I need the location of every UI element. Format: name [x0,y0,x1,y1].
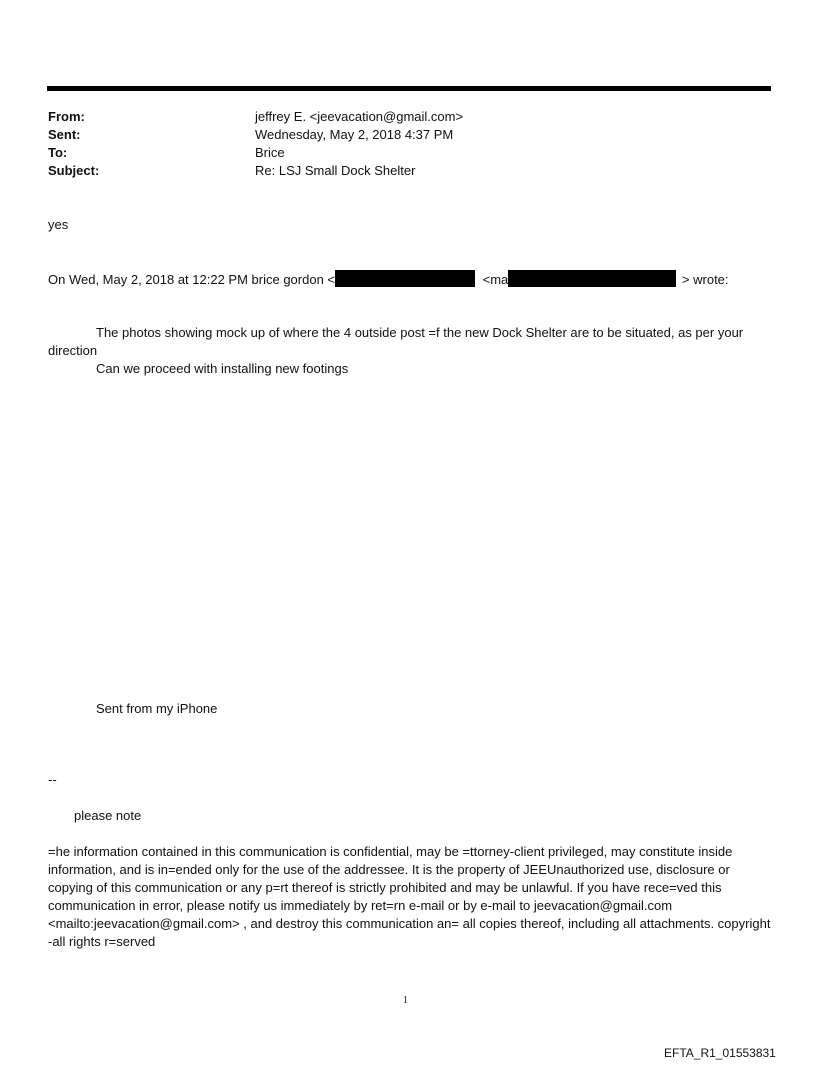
quote-mid: <ma [482,272,509,287]
quote-prefix: On Wed, May 2, 2018 at 12:22 PM brice gordon < [48,272,336,287]
please-note-text: please note [74,808,142,823]
message-line: The photos showing mock up of where the 4 outside post =f the new Dock Shelter are to be situated, as per your [96,325,744,340]
document-id: EFTA_R1_01553831 [664,1046,776,1060]
to-label: To: [48,145,68,160]
sent-value: Wednesday, May 2, 2018 4:37 PM [255,127,454,142]
from-label: From: [48,109,85,124]
from-row [48,108,463,126]
email-header [48,108,463,180]
to-row [48,144,463,162]
redaction-box [335,270,475,287]
subject-row [48,162,463,180]
message-line: direction [48,343,98,358]
quote-attribution [48,270,729,289]
redaction-box [508,270,676,287]
signature-dashes: -- [48,772,57,787]
subject-label: Subject: [48,163,100,178]
message-line: Can we proceed with installing new footings [96,361,349,376]
to-value: Brice [255,145,285,160]
reply-text: yes [48,217,69,232]
header-rule [47,86,771,91]
page-number: 1 [403,995,408,1006]
sent-from-text: Sent from my iPhone [96,701,218,716]
quote-suffix: > wrote: [681,272,729,287]
subject-value: Re: LSJ Small Dock Shelter [255,163,416,178]
disclaimer-text: =he information contained in this communication is confidential, may be =ttorney-client privileged, may constitute inside information, and is in=ended only for the use of the addressee. It is the property of JEEUnauthorized use, disclosure or copying of this communication or any p=rt thereof is strictly prohibited and may be unlawful. If you have rece=ved this communication in error, please notify us immediately by ret=rn e-mail or by e-mail to jeevacation@gmail.com <mailto:jeevacation@gmail.com> , and destroy this communication an= all copies thereof, including all attachments. copyright -all rights r=served [48,844,771,949]
sent-row [48,126,463,144]
from-value: jeffrey E. <jeevacation@gmail.com> [255,109,464,124]
sent-label: Sent: [48,127,81,142]
